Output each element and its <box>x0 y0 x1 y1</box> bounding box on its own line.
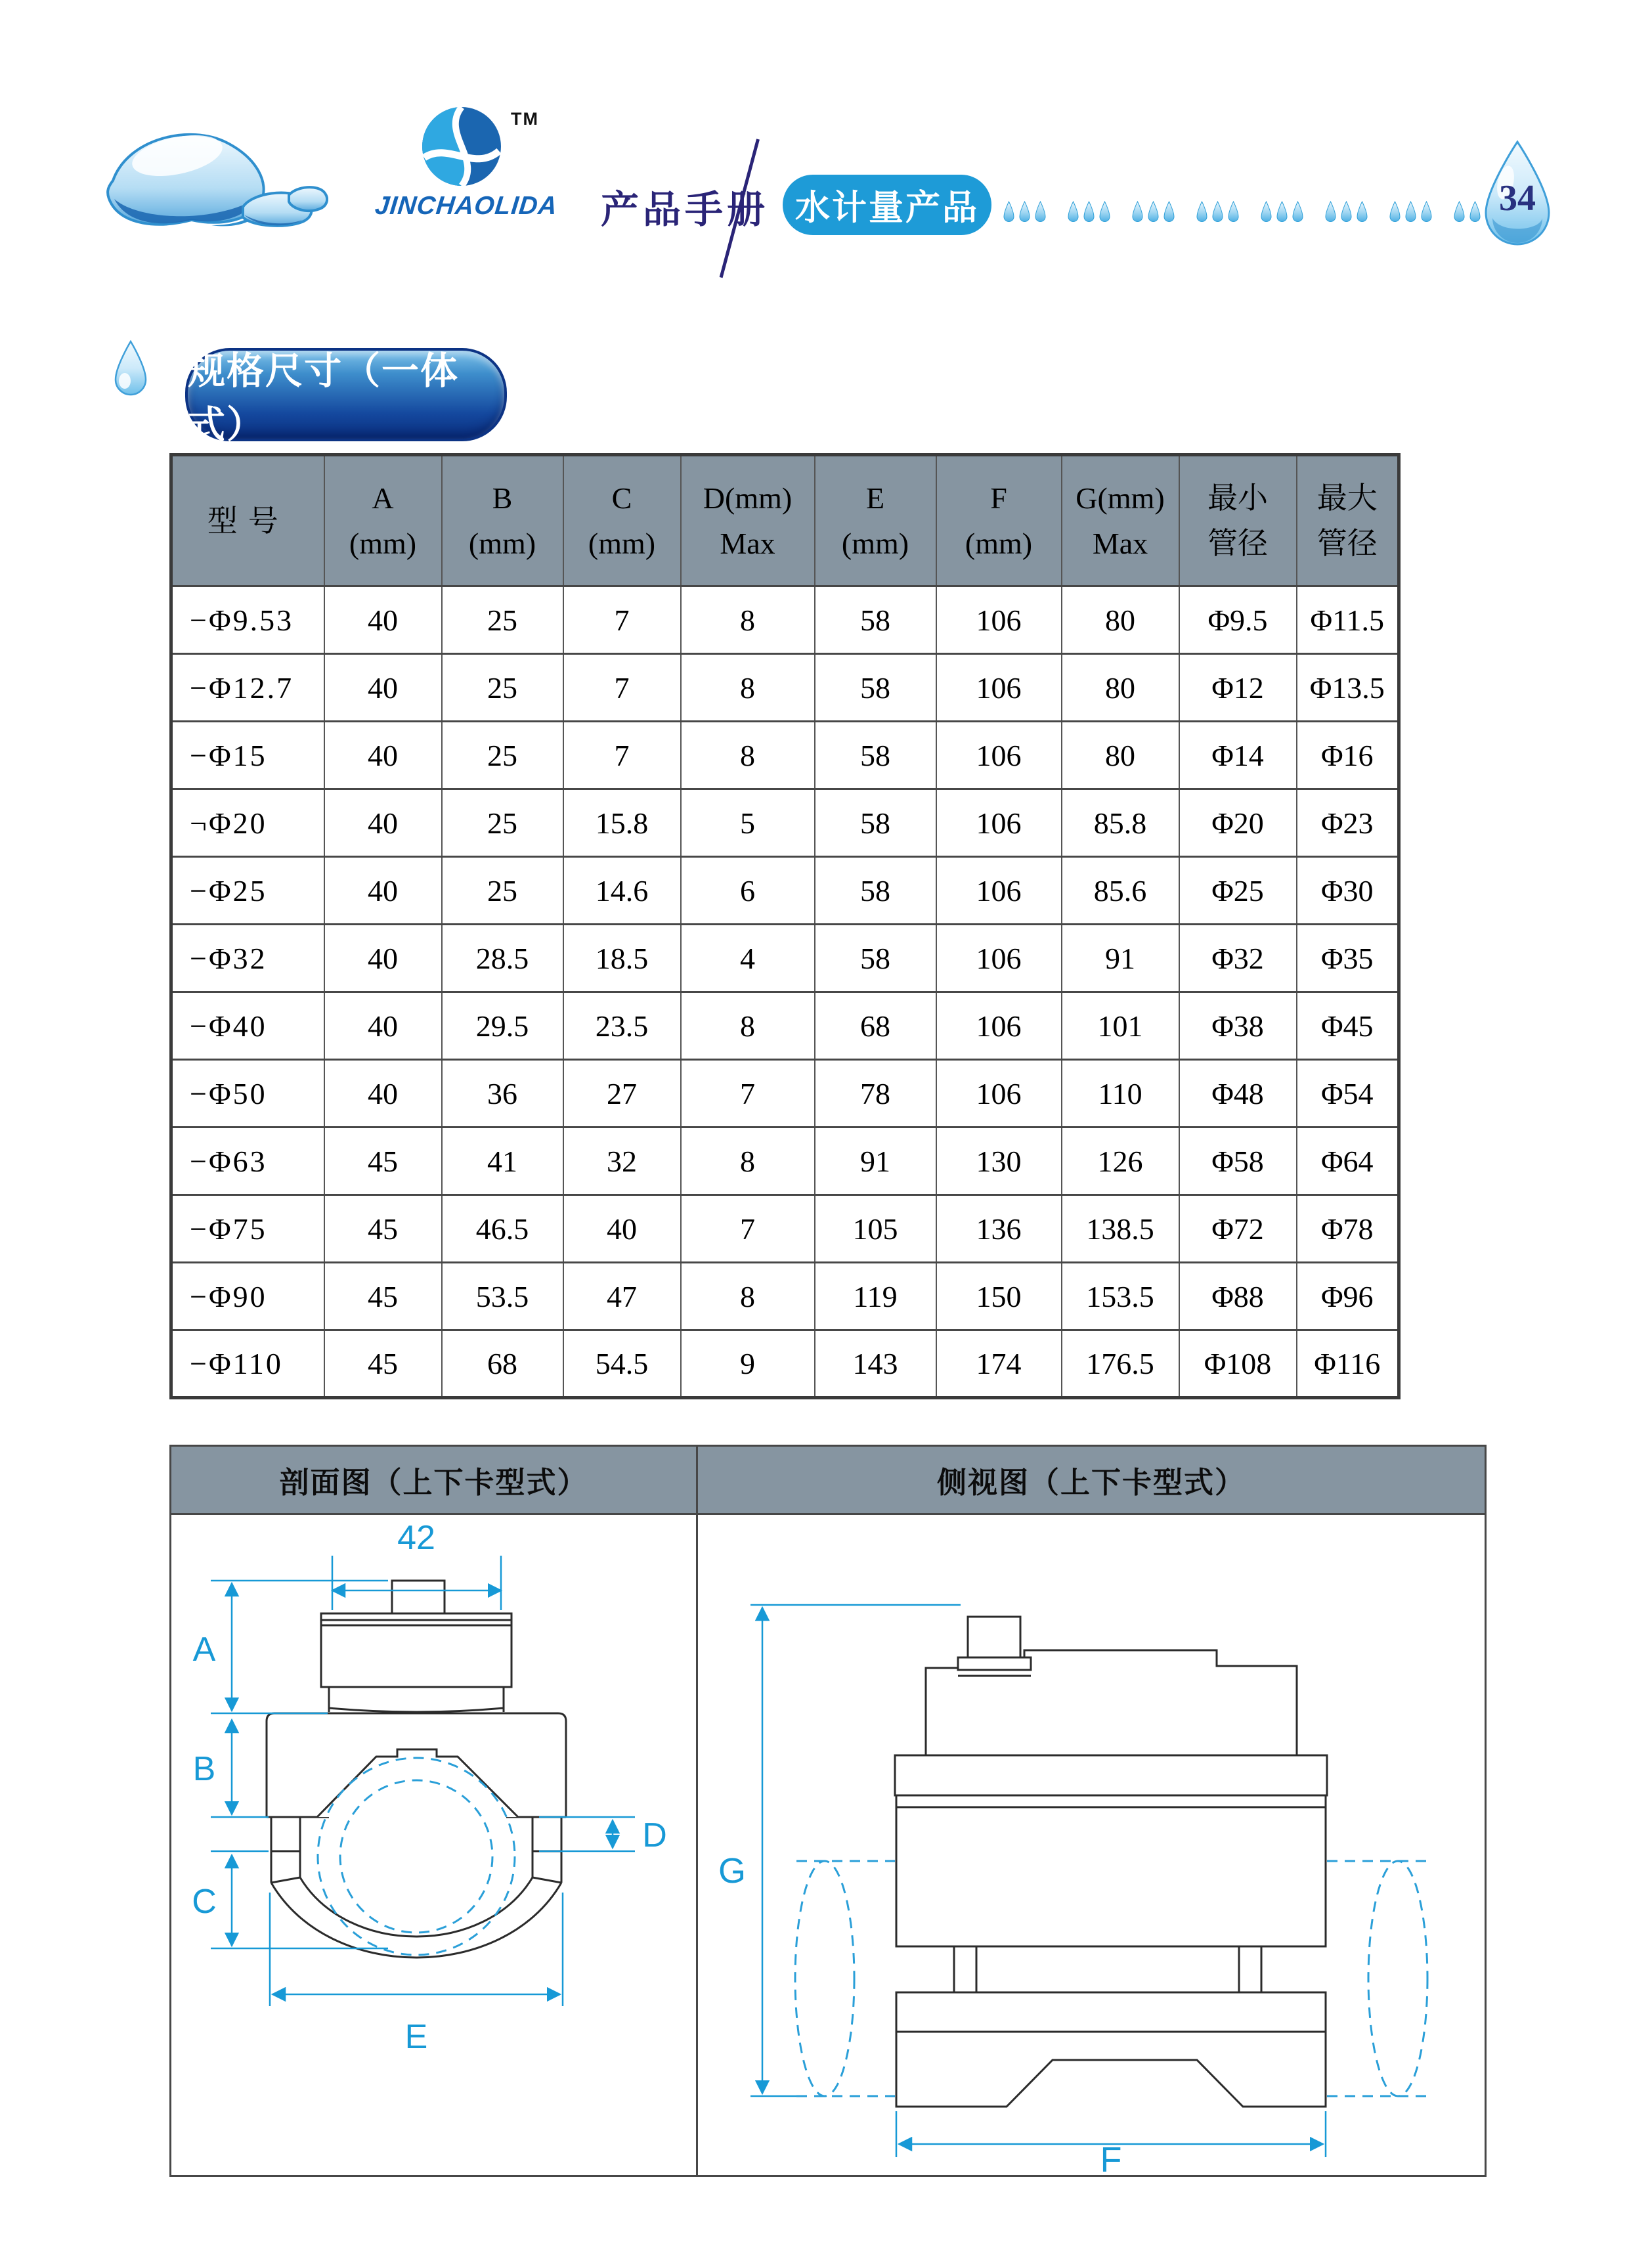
value-cell: 45 <box>324 1330 442 1398</box>
value-cell: 7 <box>563 654 681 722</box>
table-row <box>171 654 1399 722</box>
value-cell: 8 <box>681 992 815 1060</box>
value-cell: 80 <box>1062 654 1179 722</box>
value-cell: 40 <box>324 992 442 1060</box>
value-cell: 40 <box>324 925 442 992</box>
spec-table-header-row <box>171 455 1399 586</box>
small-droplet-icon <box>1276 201 1288 225</box>
model-cell: −Φ50 <box>171 1060 324 1128</box>
value-cell: 40 <box>324 1060 442 1128</box>
water-splash-logo <box>92 115 328 236</box>
small-droplet-icon <box>1212 201 1223 225</box>
side-view-title: 侧视图（上下卡型式） <box>698 1447 1485 1515</box>
model-cell: −Φ63 <box>171 1128 324 1195</box>
section-view-title: 剖面图（上下卡型式） <box>171 1447 696 1515</box>
value-cell: Φ38 <box>1179 992 1297 1060</box>
value-cell: 7 <box>681 1195 815 1263</box>
column-header: G(mm) Max <box>1062 455 1179 586</box>
value-cell: 110 <box>1062 1060 1179 1128</box>
small-droplet-icon <box>1083 201 1095 225</box>
table-row <box>171 586 1399 654</box>
value-cell: 45 <box>324 1128 442 1195</box>
section-view-column <box>171 1447 698 2175</box>
value-cell: Φ78 <box>1297 1195 1399 1263</box>
value-cell: 27 <box>563 1060 681 1128</box>
value-cell: 8 <box>681 1263 815 1330</box>
page-number: 34 <box>1499 178 1536 219</box>
value-cell: 136 <box>936 1195 1062 1263</box>
droplet-row <box>1003 198 1518 225</box>
value-cell: 153.5 <box>1062 1263 1179 1330</box>
value-cell: 105 <box>815 1195 936 1263</box>
value-cell: 45 <box>324 1263 442 1330</box>
value-cell: 25 <box>442 789 563 857</box>
column-header: B (mm) <box>442 455 563 586</box>
value-cell: 46.5 <box>442 1195 563 1263</box>
value-cell: Φ54 <box>1297 1060 1399 1128</box>
column-header: D(mm) Max <box>681 455 815 586</box>
value-cell: 130 <box>936 1128 1062 1195</box>
value-cell: 101 <box>1062 992 1179 1060</box>
value-cell: 68 <box>442 1330 563 1398</box>
value-cell: 7 <box>563 586 681 654</box>
value-cell: 9 <box>681 1330 815 1398</box>
table-row <box>171 1060 1399 1128</box>
value-cell: Φ23 <box>1297 789 1399 857</box>
value-cell: Φ88 <box>1179 1263 1297 1330</box>
small-droplet-icon <box>1405 201 1416 225</box>
value-cell: Φ45 <box>1297 992 1399 1060</box>
column-header: C (mm) <box>563 455 681 586</box>
small-droplet-icon <box>1228 201 1239 225</box>
column-header: E (mm) <box>815 455 936 586</box>
value-cell: 58 <box>815 789 936 857</box>
value-cell: 5 <box>681 789 815 857</box>
value-cell: Φ64 <box>1297 1128 1399 1195</box>
value-cell: Φ14 <box>1179 722 1297 789</box>
value-cell: Φ35 <box>1297 925 1399 992</box>
value-cell: 58 <box>815 654 936 722</box>
model-cell: −Φ40 <box>171 992 324 1060</box>
value-cell: Φ48 <box>1179 1060 1297 1128</box>
column-header: 最小 管径 <box>1179 455 1297 586</box>
droplet-group <box>1389 201 1437 225</box>
value-cell: 91 <box>1062 925 1179 992</box>
value-cell: 78 <box>815 1060 936 1128</box>
value-cell: 15.8 <box>563 789 681 857</box>
small-droplet-icon <box>1003 201 1014 225</box>
model-cell: −Φ12.7 <box>171 654 324 722</box>
dim-label-e: E <box>404 2018 428 2056</box>
value-cell: 29.5 <box>442 992 563 1060</box>
brand-swirl-logo <box>419 104 504 189</box>
small-droplet-icon <box>1357 201 1368 225</box>
value-cell: 8 <box>681 1128 815 1195</box>
value-cell: 106 <box>936 992 1062 1060</box>
value-cell: 85.8 <box>1062 789 1179 857</box>
value-cell: 58 <box>815 722 936 789</box>
value-cell: 45 <box>324 1195 442 1263</box>
column-header: 型号 <box>171 455 324 586</box>
value-cell: 106 <box>936 925 1062 992</box>
small-droplet-icon <box>1292 201 1303 225</box>
small-droplet-icon <box>1421 201 1432 225</box>
droplet-group <box>1261 201 1308 225</box>
value-cell: 40 <box>324 586 442 654</box>
value-cell: 150 <box>936 1263 1062 1330</box>
dim-label-d: D <box>642 1816 667 1854</box>
table-row <box>171 789 1399 857</box>
value-cell: 7 <box>563 722 681 789</box>
value-cell: 68 <box>815 992 936 1060</box>
model-cell: ¬Φ20 <box>171 789 324 857</box>
model-cell: −Φ75 <box>171 1195 324 1263</box>
value-cell: 25 <box>442 654 563 722</box>
drawings-panel <box>169 1445 1487 2177</box>
value-cell: 58 <box>815 857 936 925</box>
value-cell: 40 <box>563 1195 681 1263</box>
spec-table <box>169 453 1401 1399</box>
value-cell: 25 <box>442 586 563 654</box>
value-cell: 40 <box>324 857 442 925</box>
value-cell: 176.5 <box>1062 1330 1179 1398</box>
value-cell: Φ58 <box>1179 1128 1297 1195</box>
value-cell: 126 <box>1062 1128 1179 1195</box>
value-cell: Φ96 <box>1297 1263 1399 1330</box>
value-cell: 8 <box>681 654 815 722</box>
value-cell: Φ16 <box>1297 722 1399 789</box>
value-cell: Φ32 <box>1179 925 1297 992</box>
value-cell: 32 <box>563 1128 681 1195</box>
small-droplet-icon <box>1163 201 1175 225</box>
value-cell: 25 <box>442 857 563 925</box>
value-cell: 40 <box>324 722 442 789</box>
value-cell: 106 <box>936 857 1062 925</box>
table-row <box>171 1128 1399 1195</box>
droplet-group <box>1132 201 1179 225</box>
value-cell: 85.6 <box>1062 857 1179 925</box>
value-cell: 18.5 <box>563 925 681 992</box>
table-row <box>171 1263 1399 1330</box>
value-cell: Φ108 <box>1179 1330 1297 1398</box>
value-cell: Φ13.5 <box>1297 654 1399 722</box>
small-droplet-icon <box>1196 201 1207 225</box>
table-row <box>171 857 1399 925</box>
column-header: 最大 管径 <box>1297 455 1399 586</box>
value-cell: Φ116 <box>1297 1330 1399 1398</box>
column-header: A (mm) <box>324 455 442 586</box>
small-droplet-icon <box>1469 201 1481 225</box>
dim-label-b: B <box>192 1750 216 1788</box>
value-cell: 6 <box>681 857 815 925</box>
spec-table-body <box>171 586 1399 1398</box>
value-cell: 80 <box>1062 586 1179 654</box>
value-cell: 143 <box>815 1330 936 1398</box>
value-cell: 58 <box>815 925 936 992</box>
small-droplet-icon <box>1325 201 1336 225</box>
value-cell: 36 <box>442 1060 563 1128</box>
value-cell: 4 <box>681 925 815 992</box>
value-cell: 23.5 <box>563 992 681 1060</box>
model-cell: −Φ90 <box>171 1263 324 1330</box>
side-view-drawing <box>698 1515 1485 2175</box>
section-droplet-icon <box>113 340 148 399</box>
small-droplet-icon <box>1132 201 1143 225</box>
dim-label-g: G <box>718 1851 747 1891</box>
value-cell: 40 <box>324 789 442 857</box>
table-row <box>171 992 1399 1060</box>
value-cell: Φ30 <box>1297 857 1399 925</box>
model-cell: −Φ25 <box>171 857 324 925</box>
small-droplet-icon <box>1099 201 1110 225</box>
value-cell: 119 <box>815 1263 936 1330</box>
droplet-group <box>1003 201 1051 225</box>
value-cell: 106 <box>936 654 1062 722</box>
table-row <box>171 925 1399 992</box>
model-cell: −Φ110 <box>171 1330 324 1398</box>
dim-label-a: A <box>192 1631 216 1669</box>
value-cell: 53.5 <box>442 1263 563 1330</box>
small-droplet-icon <box>1068 201 1079 225</box>
value-cell: 138.5 <box>1062 1195 1179 1263</box>
side-view-column <box>698 1447 1485 2175</box>
value-cell: 8 <box>681 586 815 654</box>
category-badge: 水计量产品 <box>783 175 991 235</box>
value-cell: 14.6 <box>563 857 681 925</box>
small-droplet-icon <box>1454 201 1465 225</box>
value-cell: 106 <box>936 586 1062 654</box>
value-cell: Φ12 <box>1179 654 1297 722</box>
model-cell: −Φ9.53 <box>171 586 324 654</box>
small-droplet-icon <box>1148 201 1159 225</box>
value-cell: Φ20 <box>1179 789 1297 857</box>
droplet-group <box>1068 201 1115 225</box>
droplet-group <box>1196 201 1244 225</box>
value-cell: 174 <box>936 1330 1062 1398</box>
table-row <box>171 722 1399 789</box>
value-cell: 41 <box>442 1128 563 1195</box>
small-droplet-icon <box>1019 201 1030 225</box>
value-cell: 58 <box>815 586 936 654</box>
value-cell: Φ72 <box>1179 1195 1297 1263</box>
value-cell: 7 <box>681 1060 815 1128</box>
trademark-symbol: TM <box>511 109 539 129</box>
value-cell: 91 <box>815 1128 936 1195</box>
value-cell: 106 <box>936 1060 1062 1128</box>
value-cell: Φ9.5 <box>1179 586 1297 654</box>
model-cell: −Φ32 <box>171 925 324 992</box>
value-cell: 54.5 <box>563 1330 681 1398</box>
page-number-droplet <box>1481 139 1554 250</box>
small-droplet-icon <box>1035 201 1046 225</box>
value-cell: Φ11.5 <box>1297 586 1399 654</box>
column-header: F (mm) <box>936 455 1062 586</box>
small-droplet-icon <box>1341 201 1352 225</box>
value-cell: 80 <box>1062 722 1179 789</box>
small-droplet-icon <box>1389 201 1401 225</box>
brand-name: JINCHAOLIDA <box>374 192 559 220</box>
dim-label-f: F <box>1100 2140 1122 2175</box>
small-droplet-icon <box>1261 201 1272 225</box>
model-cell: −Φ15 <box>171 722 324 789</box>
dim-label-c: C <box>192 1883 217 1921</box>
value-cell: 28.5 <box>442 925 563 992</box>
dim-label-42: 42 <box>397 1519 435 1557</box>
manual-title: 产品手册 <box>601 188 770 231</box>
value-cell: 106 <box>936 722 1062 789</box>
value-cell: 8 <box>681 722 815 789</box>
section-title: 规格尺寸（一体式） <box>185 348 507 441</box>
table-row <box>171 1195 1399 1263</box>
value-cell: Φ25 <box>1179 857 1297 925</box>
value-cell: 47 <box>563 1263 681 1330</box>
section-view-drawing <box>171 1515 696 2175</box>
value-cell: 106 <box>936 789 1062 857</box>
value-cell: 40 <box>324 654 442 722</box>
value-cell: 25 <box>442 722 563 789</box>
table-row <box>171 1330 1399 1398</box>
droplet-group <box>1325 201 1372 225</box>
